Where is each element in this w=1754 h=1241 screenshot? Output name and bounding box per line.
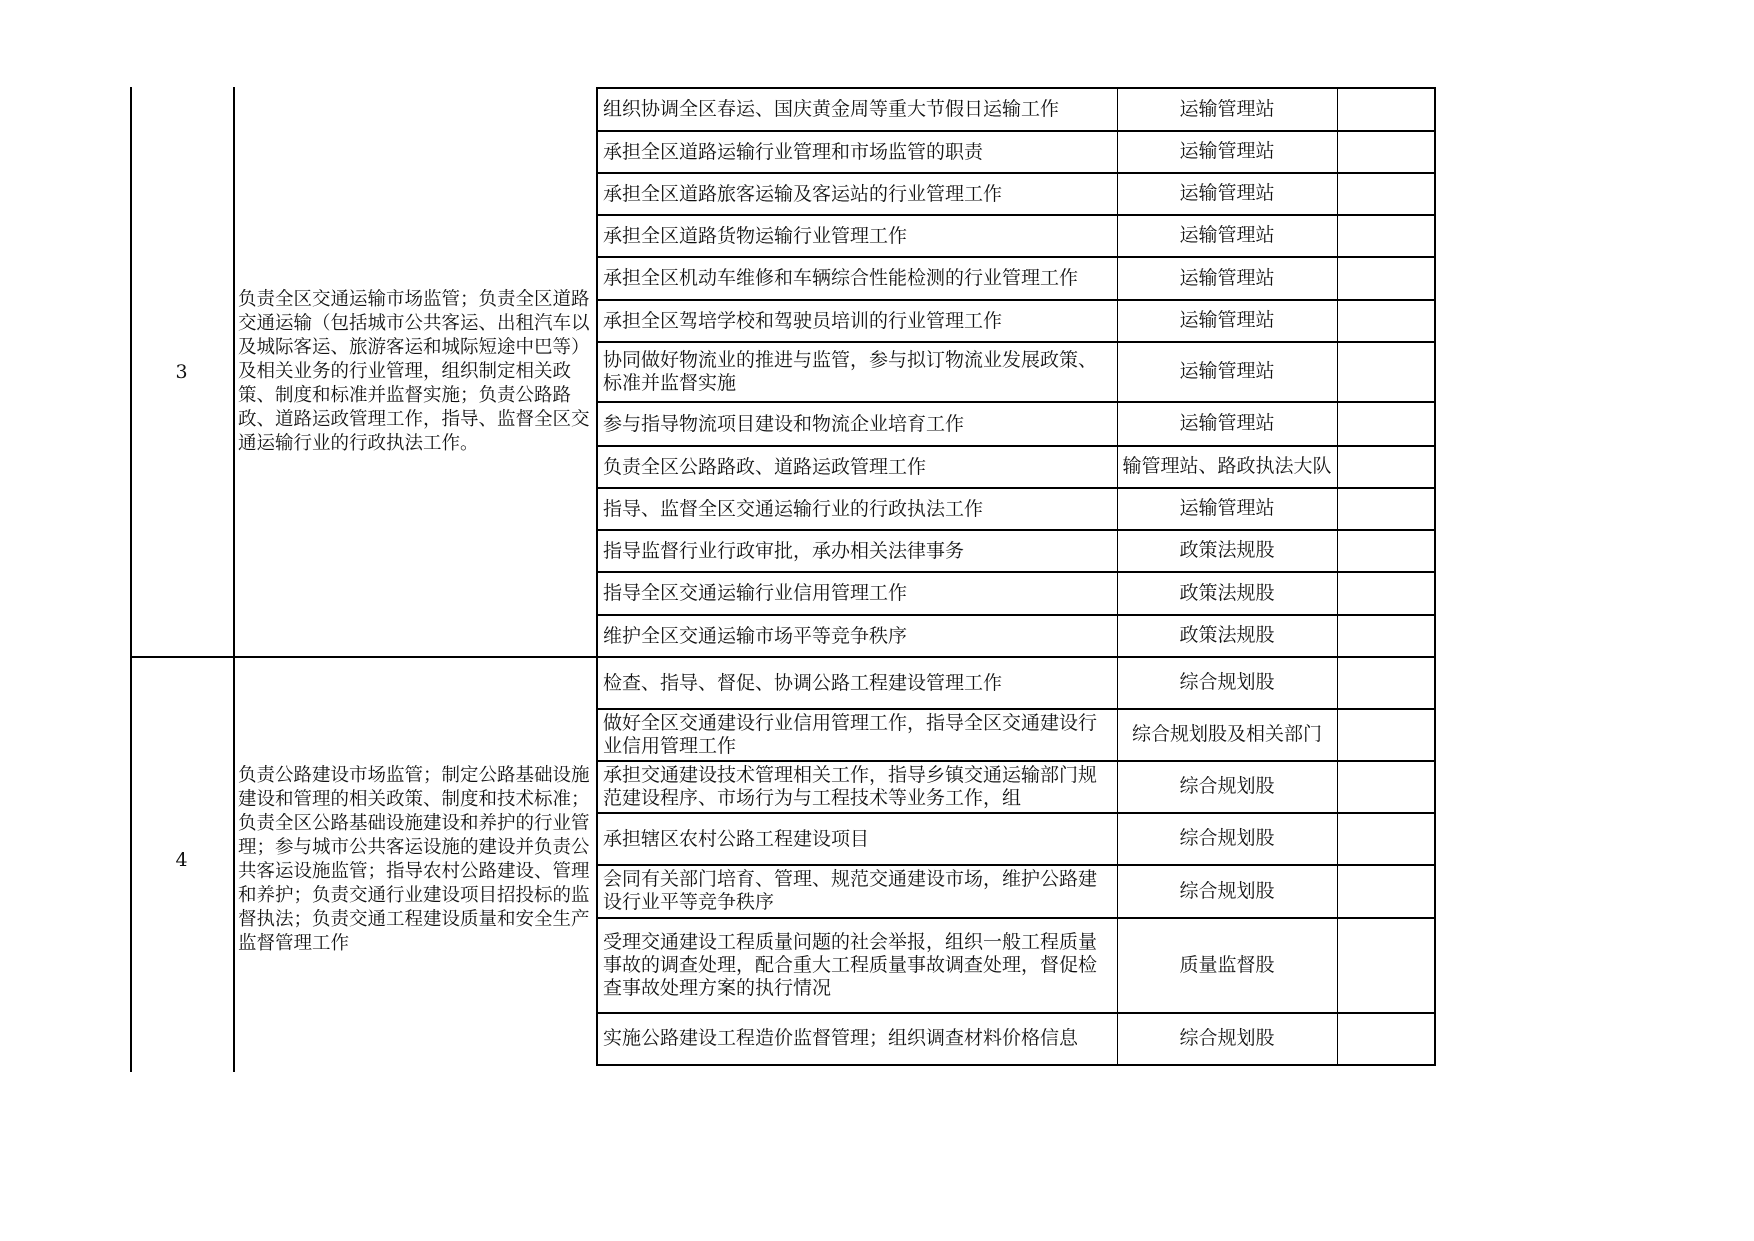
- department-cell-text: 综合规划股: [1179, 827, 1275, 849]
- grid-line-horizontal: [596, 341, 1436, 343]
- department-cell-text: 综合规划股: [1179, 671, 1275, 693]
- note-cell: [1337, 614, 1434, 656]
- department-cell: [1117, 614, 1337, 656]
- grid-line-horizontal: [596, 130, 1436, 132]
- note-cell: [1337, 487, 1434, 529]
- department-cell: [1117, 214, 1337, 256]
- department-cell-text: 输管理站、路政执法大队: [1122, 455, 1332, 477]
- note-cell: [1337, 812, 1434, 864]
- note-cell: [1337, 87, 1434, 130]
- item-number: [130, 87, 233, 656]
- task-cell: [598, 174, 1115, 213]
- task-cell-text: 实施公路建设工程造价监督管理；组织调查材料价格信息: [603, 1027, 1079, 1049]
- grid-line-horizontal: [596, 445, 1436, 447]
- grid-line-horizontal: [596, 864, 1436, 866]
- grid-line-horizontal: [596, 812, 1436, 814]
- department-cell-text: 综合规划股: [1179, 879, 1275, 902]
- task-cell-text: 承担全区机动车维修和车辆综合性能检测的行业管理工作: [603, 266, 1079, 289]
- note-cell: [1337, 529, 1434, 571]
- department-cell-text: 运输管理站: [1179, 266, 1275, 289]
- department-cell-text: 运输管理站: [1179, 224, 1275, 246]
- department-cell: [1117, 487, 1337, 529]
- note-cell: [1337, 656, 1434, 708]
- task-cell-text: 指导全区交通运输行业信用管理工作: [603, 582, 908, 604]
- grid-line-vertical: [1434, 87, 1436, 1066]
- task-cell-text: 承担辖区农村公路工程建设项目: [603, 827, 870, 850]
- note-cell: [1337, 708, 1434, 760]
- grid-line-horizontal: [596, 172, 1436, 174]
- task-cell-text: 受理交通建设工程质量问题的社会举报，组织一般工程质量事故的调查处理，配合重大工程质量事故调查处理，督促检查事故处理方案的执行情况: [603, 930, 1098, 999]
- note-cell: [1337, 917, 1434, 1012]
- department-cell: [1117, 864, 1337, 917]
- department-cell: [1117, 87, 1337, 130]
- item-description: [235, 87, 594, 656]
- note-cell: [1337, 571, 1434, 614]
- task-cell-text: 承担全区道路货物运输行业管理工作: [603, 224, 908, 247]
- task-cell: [598, 616, 1115, 655]
- grid-line-vertical: [233, 87, 235, 1072]
- grid-line-horizontal: [596, 256, 1436, 258]
- task-cell: [598, 258, 1115, 298]
- department-cell: [1117, 341, 1337, 401]
- note-cell: [1337, 760, 1434, 812]
- item-number-text: 3: [175, 360, 188, 383]
- task-cell: [598, 866, 1115, 916]
- department-cell: [1117, 708, 1337, 760]
- task-cell-text: 协同做好物流业的推进与监管，参与拟订物流业发展政策、标准并监督实施: [603, 348, 1098, 394]
- task-cell: [598, 710, 1115, 759]
- department-cell-text: 运输管理站: [1179, 412, 1275, 434]
- department-cell-text: 运输管理站: [1179, 97, 1275, 120]
- department-cell-text: 质量监督股: [1179, 953, 1275, 976]
- department-cell-text: 政策法规股: [1179, 581, 1275, 604]
- grid-line-horizontal: [596, 760, 1436, 762]
- department-cell: [1117, 529, 1337, 571]
- item-description: [235, 656, 594, 1064]
- task-cell: [598, 89, 1115, 129]
- task-cell-text: 指导、监督全区交通运输行业的行政执法工作: [603, 497, 984, 520]
- task-cell-text: 组织协调全区春运、国庆黄金周等重大节假日运输工作: [603, 98, 1060, 120]
- department-cell-text: 政策法规股: [1179, 539, 1275, 561]
- department-cell: [1117, 256, 1337, 299]
- note-cell: [1337, 172, 1434, 214]
- task-cell-text: 指导监督行业行政审批，承办相关法律事务: [603, 539, 965, 562]
- task-cell-text: 承担交通建设技术管理相关工作，指导乡镇交通运输部门规范建设程序、市场行为与工程技术等业务工作，组: [603, 763, 1098, 809]
- item-description-text: 负责全区交通运输市场监管；负责全区道路交通运输（包括城市公共客运、出租汽车以及城际客运、旅游客运和城际短途中巴等）及相关业务的行业管理，组织制定相关政策、制度和标准并监督实施；负责公路路政、道路运政管理工作，指导、监督全区交通运输行业的行政执法工作。: [238, 288, 590, 454]
- grid-line-horizontal: [596, 529, 1436, 531]
- grid-line-horizontal: [596, 87, 1436, 89]
- task-cell: [598, 762, 1115, 811]
- item-number-text: 4: [175, 849, 188, 871]
- task-cell: [598, 132, 1115, 171]
- grid-line-horizontal: [596, 487, 1436, 489]
- department-cell: [1117, 917, 1337, 1012]
- item-description-text: 负责公路建设市场监管；制定公路基础设施建设和管理的相关政策、制度和技术标准；负责全区公路基础设施建设和养护的行业管理；参与城市公共客运设施的建设并负责公共客运设施监管；指导农村公路建设、管理和养护；负责交通行业建设项目招投标的监督执法；负责交通工程建设质量和安全生产监督管理工作: [238, 765, 590, 954]
- department-cell-text: 综合规划股: [1179, 775, 1275, 797]
- task-cell: [598, 573, 1115, 613]
- grid-line-vertical: [1337, 87, 1338, 1066]
- task-cell-text: 承担全区道路旅客运输及客运站的行业管理工作: [603, 182, 1003, 205]
- note-cell: [1337, 1012, 1434, 1064]
- grid-line-horizontal: [596, 401, 1436, 403]
- department-cell: [1117, 445, 1337, 487]
- grid-line-vertical: [1117, 87, 1118, 1066]
- task-cell: [598, 301, 1115, 340]
- note-cell: [1337, 256, 1434, 299]
- department-cell-text: 运输管理站: [1179, 140, 1275, 162]
- task-cell-text: 负责全区公路路政、道路运政管理工作: [603, 455, 927, 478]
- task-cell-text: 承担全区道路运输行业管理和市场监管的职责: [603, 140, 984, 163]
- grid-line-horizontal: [596, 1064, 1436, 1066]
- task-cell-text: 会同有关部门培育、管理、规范交通建设市场，维护公路建设行业平等竞争秩序: [603, 868, 1098, 913]
- item-number: [130, 656, 233, 1064]
- grid-line-vertical: [596, 87, 598, 1066]
- note-cell: [1337, 864, 1434, 917]
- task-cell: [598, 447, 1115, 486]
- department-cell: [1117, 571, 1337, 614]
- grid-line-vertical: [130, 87, 132, 1072]
- grid-line-horizontal: [596, 571, 1436, 573]
- task-cell-text: 维护全区交通运输市场平等竞争秩序: [603, 624, 908, 647]
- task-cell: [598, 531, 1115, 570]
- department-cell-text: 政策法规股: [1179, 624, 1275, 646]
- note-cell: [1337, 214, 1434, 256]
- task-cell: [598, 403, 1115, 444]
- grid-line-horizontal: [130, 656, 596, 658]
- grid-line-horizontal: [596, 614, 1436, 616]
- task-cell-text: 参与指导物流项目建设和物流企业培育工作: [603, 412, 965, 435]
- department-cell-text: 运输管理站: [1179, 309, 1275, 331]
- department-cell: [1117, 760, 1337, 812]
- note-cell: [1337, 445, 1434, 487]
- grid-line-horizontal: [596, 299, 1436, 301]
- grid-line-horizontal: [596, 1012, 1436, 1014]
- grid-line-horizontal: [596, 214, 1436, 216]
- department-cell: [1117, 812, 1337, 864]
- department-cell: [1117, 401, 1337, 445]
- note-cell: [1337, 299, 1434, 341]
- grid-line-horizontal: [596, 656, 1436, 658]
- task-cell: [598, 489, 1115, 528]
- task-cell: [598, 216, 1115, 255]
- department-cell: [1117, 1012, 1337, 1064]
- note-cell: [1337, 130, 1434, 172]
- note-cell: [1337, 401, 1434, 445]
- grid-line-horizontal: [596, 917, 1436, 919]
- grid-line-horizontal: [596, 708, 1436, 710]
- task-cell-text: 检查、指导、督促、协调公路工程建设管理工作: [603, 671, 1003, 694]
- task-cell-text: 做好全区交通建设行业信用管理工作，指导全区交通建设行业信用管理工作: [603, 711, 1098, 757]
- task-cell: [598, 919, 1115, 1011]
- department-cell-text: 综合规划股及相关部门: [1131, 723, 1322, 745]
- task-cell: [598, 1014, 1115, 1063]
- task-cell-text: 承担全区驾培学校和驾驶员培训的行业管理工作: [603, 309, 1003, 332]
- department-cell-text: 运输管理站: [1179, 182, 1275, 204]
- department-cell: [1117, 656, 1337, 708]
- department-cell: [1117, 130, 1337, 172]
- task-cell: [598, 814, 1115, 863]
- note-cell: [1337, 341, 1434, 401]
- department-cell-text: 运输管理站: [1179, 497, 1275, 519]
- department-cell: [1117, 299, 1337, 341]
- department-cell-text: 运输管理站: [1179, 360, 1275, 382]
- department-cell-text: 综合规划股: [1179, 1027, 1275, 1049]
- task-cell: [598, 343, 1115, 400]
- department-cell: [1117, 172, 1337, 214]
- task-cell: [598, 658, 1115, 707]
